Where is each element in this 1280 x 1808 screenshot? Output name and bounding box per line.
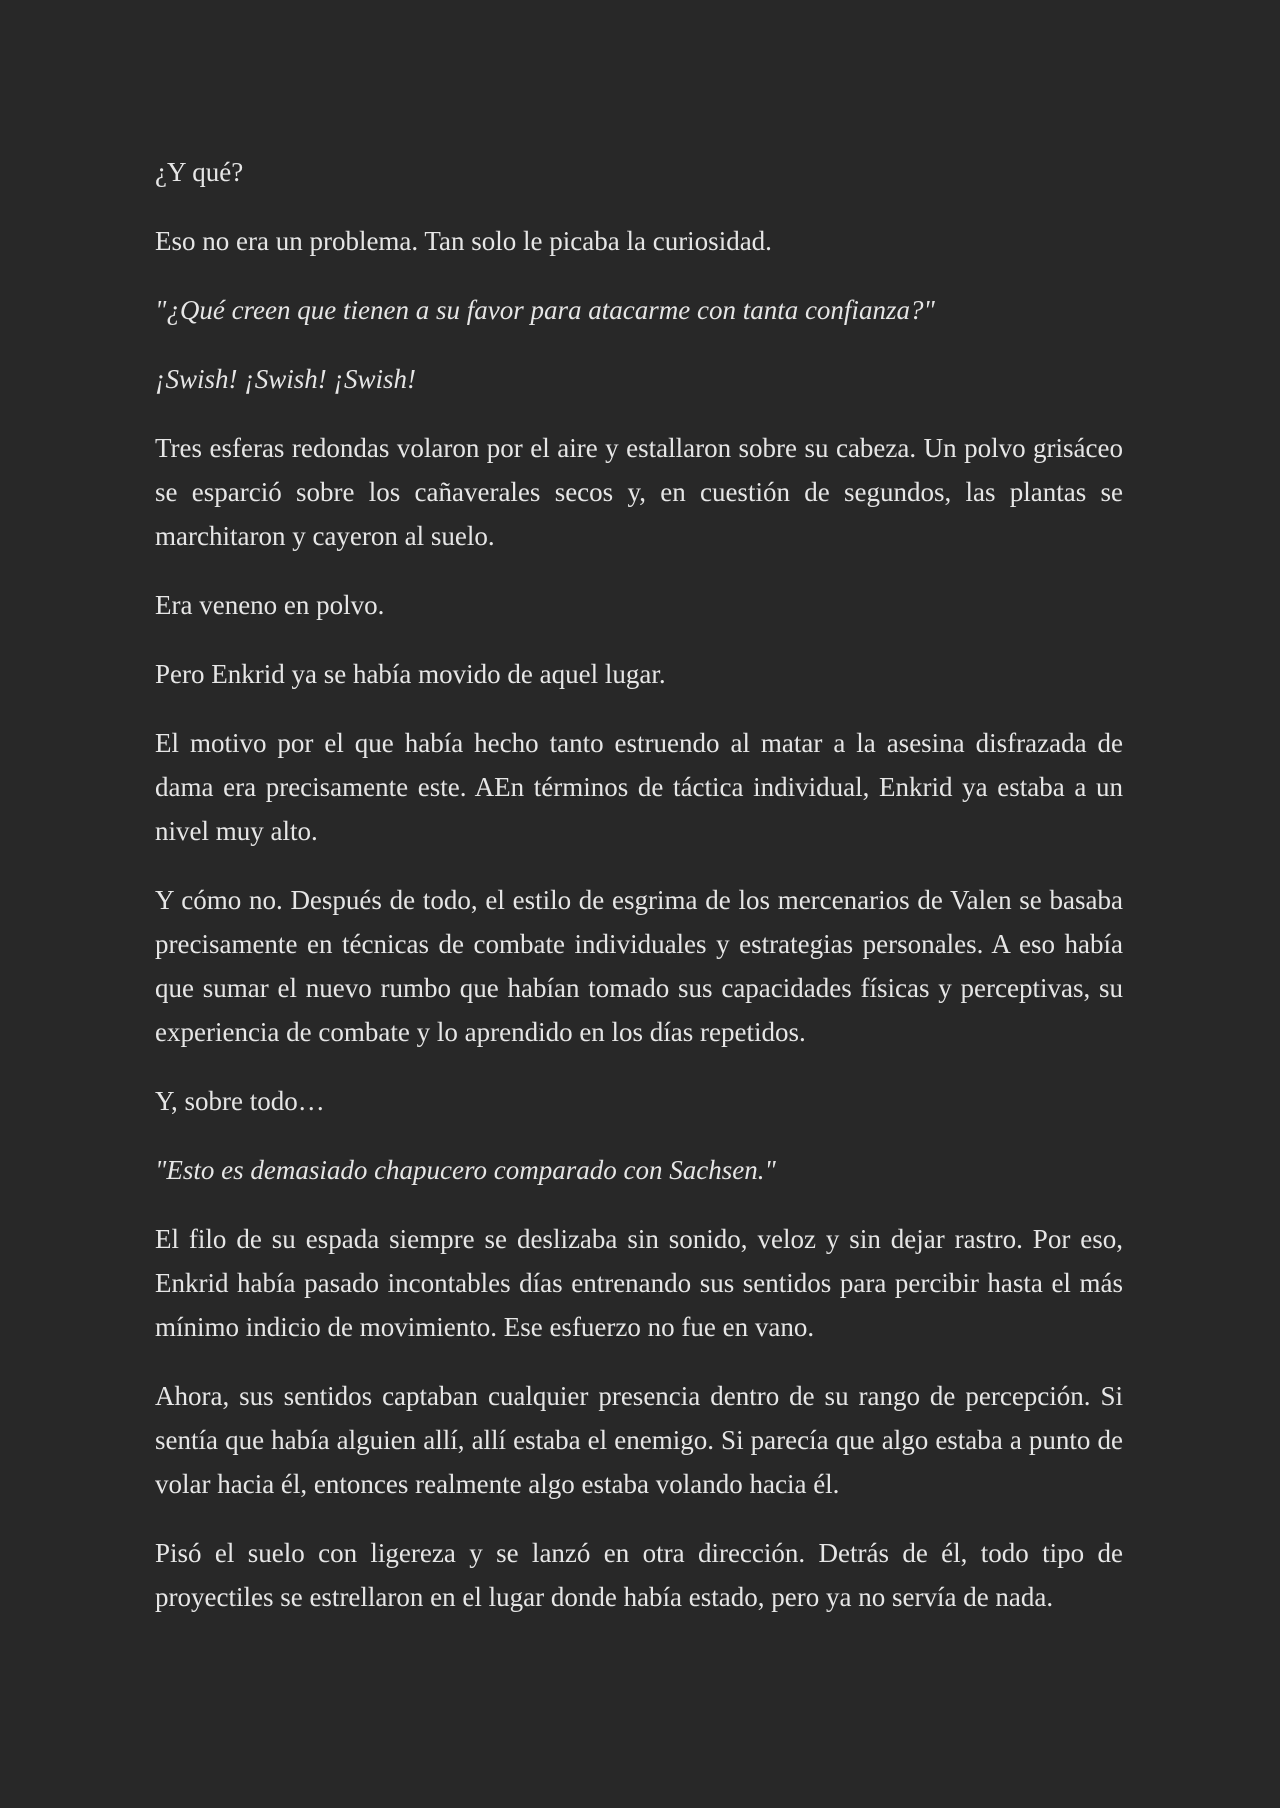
paragraph: Eso no era un problema. Tan solo le picaba la curiosidad. [155, 226, 772, 256]
paragraph-italic: ¡Swish! ¡Swish! ¡Swish! [155, 364, 417, 394]
paragraph: Pero Enkrid ya se había movido de aquel lugar. [155, 659, 666, 689]
reader-content [155, 150, 1123, 1644]
paragraph: Y, sobre todo… [155, 1086, 325, 1116]
paragraph: Pisó el suelo con ligereza y se lanzó en otra dirección. Detrás de él, todo tipo de proyectiles se estrellaron en el lugar donde había estado, pero ya no servía de nada. [155, 1538, 1123, 1612]
paragraph: Era veneno en polvo. [155, 590, 385, 620]
paragraph: ¿Y qué? [155, 157, 244, 187]
paragraph-italic: "¿Qué creen que tienen a su favor para atacarme con tanta confianza?" [155, 295, 935, 325]
paragraph: El filo de su espada siempre se deslizaba sin sonido, veloz y sin dejar rastro. Por eso, Enkrid había pasado incontables días entrenando sus sentidos para percibir hasta el más mínimo indicio de movimiento. Ese esfuerzo no fue en vano. [155, 1224, 1123, 1342]
paragraph-italic: "Esto es demasiado chapucero comparado con Sachsen." [155, 1155, 776, 1185]
paragraph: Y cómo no. Después de todo, el estilo de esgrima de los mercenarios de Valen se basaba precisamente en técnicas de combate individuales y estrategias personales. A eso había que sumar el nuevo rumbo que habían tomado sus capacidades físicas y perceptivas, su experiencia de combate y lo aprendido en los días repetidos. [155, 885, 1123, 1047]
paragraph: Ahora, sus sentidos captaban cualquier presencia dentro de su rango de percepción. Si sentía que había alguien allí, allí estaba el enemigo. Si parecía que algo estaba a punto de volar hacia él, entonces realmente algo estaba volando hacia él. [155, 1381, 1123, 1499]
paragraph: El motivo por el que había hecho tanto estruendo al matar a la asesina disfrazada de dama era precisamente este. AEn términos de táctica individual, Enkrid ya estaba a un nivel muy alto. [155, 728, 1123, 846]
paragraph: Tres esferas redondas volaron por el aire y estallaron sobre su cabeza. Un polvo grisáceo se esparció sobre los cañaverales secos y, en cuestión de segundos, las plantas se marchitaron y cayeron al suelo. [155, 433, 1123, 551]
